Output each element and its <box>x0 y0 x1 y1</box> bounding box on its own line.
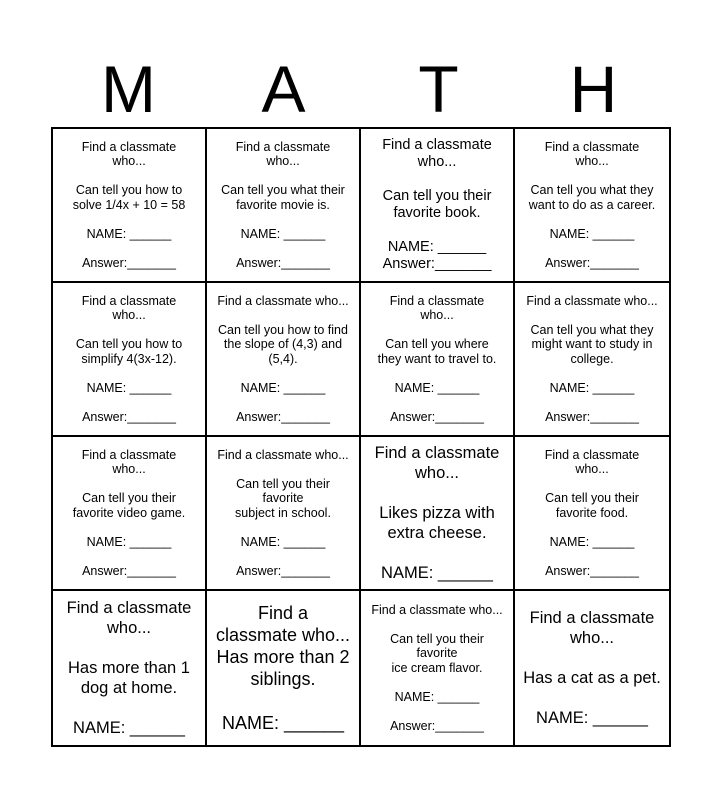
cell-text: Find a classmate who... Can tell you their favorite subject in school. NAME: ______ Answer:_______ <box>217 447 349 578</box>
header-letter-a: A <box>261 52 306 126</box>
cell-text: Find a classmate who... Has more than 2 siblings. NAME: ______ <box>215 603 351 733</box>
bingo-grid <box>51 127 671 747</box>
cell-text: Find a classmate who... Can tell you what they want to do as a career. NAME: ______ Answer:_______ <box>528 139 656 270</box>
cell-text: Find a classmate who... Can tell you where they want to travel to. NAME: ______ Answer:_______ <box>377 293 497 424</box>
cell-text: Find a classmate who... Can tell you their favorite ice cream flavor. NAME: ______ Answer:_______ <box>371 602 503 733</box>
cell-text: Find a classmate who... Has more than 1 dog at home. NAME: ______ <box>66 599 192 737</box>
cell-text: Find a classmate who... Can tell you their favorite food. NAME: ______ Answer:_______ <box>544 447 640 578</box>
bingo-header <box>51 50 671 128</box>
cell-text: Find a classmate who... Can tell you how to simplify 4(3x-12). NAME: ______ Answer:_______ <box>75 293 183 424</box>
bingo-cell-r2c1 <box>53 283 207 437</box>
header-letter-m: M <box>101 52 156 126</box>
cell-text: Find a classmate who... Can tell you what they might want to study in college. NAME: ______ Answer:_______ <box>526 293 658 424</box>
cell-text: Find a classmate who... Can tell you their favorite video game. NAME: ______ Answer:_______ <box>72 447 186 578</box>
header-letter-t: T <box>418 52 459 126</box>
bingo-cell-r2c3 <box>361 283 515 437</box>
cell-text: Find a classmate who... Can tell you how to solve 1/4x + 10 = 58 NAME: ______ Answer:_______ <box>72 139 186 270</box>
bingo-cell-r3c1 <box>53 437 207 591</box>
bingo-cell-r2c4 <box>515 283 669 437</box>
cell-text: Find a classmate who... Has a cat as a pet. NAME: ______ <box>523 609 661 727</box>
cell-text: Find a classmate who... Can tell you what their favorite movie is. NAME: ______ Answer:_______ <box>221 139 345 270</box>
bingo-cell-r4c2 <box>207 591 361 745</box>
cell-text: Find a classmate who... Can tell you their favorite book. NAME: ______ Answer:_______ <box>382 137 492 272</box>
bingo-cell-r1c1 <box>53 129 207 283</box>
cell-text: Find a classmate who... Likes pizza with extra cheese. NAME: ______ <box>374 444 500 582</box>
header-letter-h: H <box>569 52 618 126</box>
bingo-cell-r4c3 <box>361 591 515 745</box>
bingo-cell-r1c4 <box>515 129 669 283</box>
bingo-cell-r3c2 <box>207 437 361 591</box>
bingo-cell-r4c1 <box>53 591 207 745</box>
bingo-cell-r3c4 <box>515 437 669 591</box>
bingo-cell-r3c3 <box>361 437 515 591</box>
bingo-cell-r2c2 <box>207 283 361 437</box>
bingo-cell-r4c4 <box>515 591 669 745</box>
cell-text: Find a classmate who... Can tell you how to find the slope of (4,3) and (5,4). NAME: ______ Answer:_______ <box>217 293 349 424</box>
bingo-cell-r1c3 <box>361 129 515 283</box>
bingo-cell-r1c2 <box>207 129 361 283</box>
